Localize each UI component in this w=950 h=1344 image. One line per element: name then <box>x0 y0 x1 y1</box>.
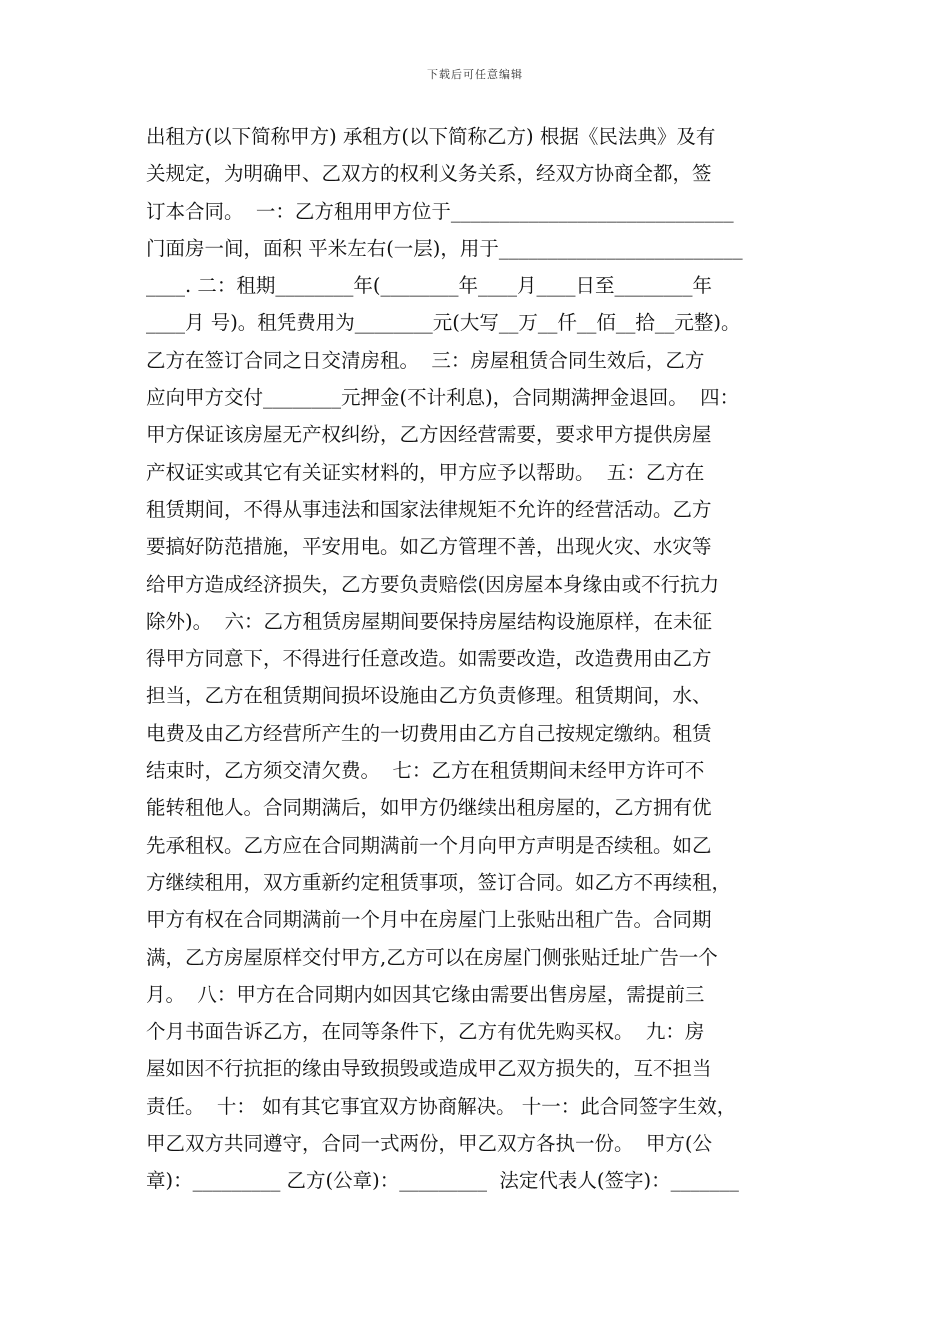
text-line: 屋如因不行抗拒的缘由导致损毁或造成甲乙双方损失的，互不担当 <box>146 1057 712 1081</box>
text-line: 租赁期间，不得从事违法和国家法律规矩不允许的经营活动。乙方 <box>146 497 712 521</box>
text-line: 门面房一间，面积 平米左右(一层)，用于_________________________ <box>146 236 743 260</box>
text-line: ____月 号)。租凭费用为________元(大写__万__仟__佰__拾__元整)。 <box>146 311 741 335</box>
text-line: 除外)。 六：乙方租赁房屋期间要保持房屋结构设施原样，在未征 <box>146 609 713 633</box>
text-line: 方继续租用，双方重新约定租赁事项，签订合同。如乙方不再续租， <box>146 870 732 894</box>
text-line: 能转租他人。合同期满后，如甲方仍继续出租房屋的，乙方拥有优 <box>146 796 712 820</box>
text-line: 甲方保证该房屋无产权纠纷，乙方因经营需要，要求甲方提供房屋 <box>146 423 712 447</box>
page-header-note: 下载后可任意编辑 <box>427 68 523 81</box>
text-line: 要搞好防范措施，平安用电。如乙方管理不善，出现火灾、水灾等 <box>146 535 712 559</box>
text-line: 得甲方同意下，不得进行任意改造。如需要改造，改造费用由乙方 <box>146 647 712 671</box>
text-line: 先承租权。乙方应在合同期满前一个月向甲方声明是否续租。如乙 <box>146 833 712 857</box>
text-line: 电费及由乙方经营所产生的一切费用由乙方自己按规定缴纳。租赁 <box>146 721 712 745</box>
text-line: 关规定，为明确甲、乙双方的权利义务关系，经双方协商全都，签 <box>146 162 712 186</box>
text-line: 出租方(以下简称甲方) 承租方(以下简称乙方) 根据《民法典》及有 <box>146 125 716 148</box>
text-line: ____. 二：租期________年(________年____月____日至________年 <box>146 274 713 298</box>
text-line: 担当，乙方在租赁期间损坏设施由乙方负责修理。租赁期间，水、 <box>146 684 712 708</box>
text-line: 月。 八：甲方在合同期内如因其它缘由需要出售房屋，需提前三 <box>146 982 705 1006</box>
text-line: 结束时，乙方须交清欠费。 七：乙方在租赁期间未经甲方许可不 <box>146 759 705 783</box>
text-line: 甲乙双方共同遵守，合同一式两份，甲乙双方各执一份。 甲方(公 <box>146 1132 713 1156</box>
text-line: 产权证实或其它有关证实材料的，甲方应予以帮助。 五：乙方在 <box>146 460 705 484</box>
signature-line: 章)：_________ 乙方(公章)：_________ 法定代表人(签字)：_______ <box>146 1169 739 1193</box>
text-line: 应向甲方交付________元押金(不计利息)，合同期满押金退回。 四： <box>146 386 740 410</box>
text-line: 个月书面告诉乙方，在同等条件下，乙方有优先购买权。 九：房 <box>146 1020 705 1044</box>
contract-body <box>146 118 816 1200</box>
text-line: 订本合同。 一：乙方租用甲方位于_____________________________ <box>146 199 734 223</box>
text-line: 责任。 十： 如有其它事宜双方协商解决。 十一：此合同签字生效， <box>146 1094 737 1118</box>
text-line: 乙方在签订合同之日交清房租。 三：房屋租赁合同生效后，乙方 <box>146 348 705 372</box>
text-line: 给甲方造成经济损失，乙方要负责赔偿(因房屋本身缘由或不行抗力 <box>146 572 720 596</box>
text-line: 甲方有权在合同期满前一个月中在房屋门上张贴出租广告。合同期 <box>146 908 712 932</box>
text-line: 满，乙方房屋原样交付甲方,乙方可以在房屋门侧张贴迁址广告一个 <box>146 945 718 969</box>
